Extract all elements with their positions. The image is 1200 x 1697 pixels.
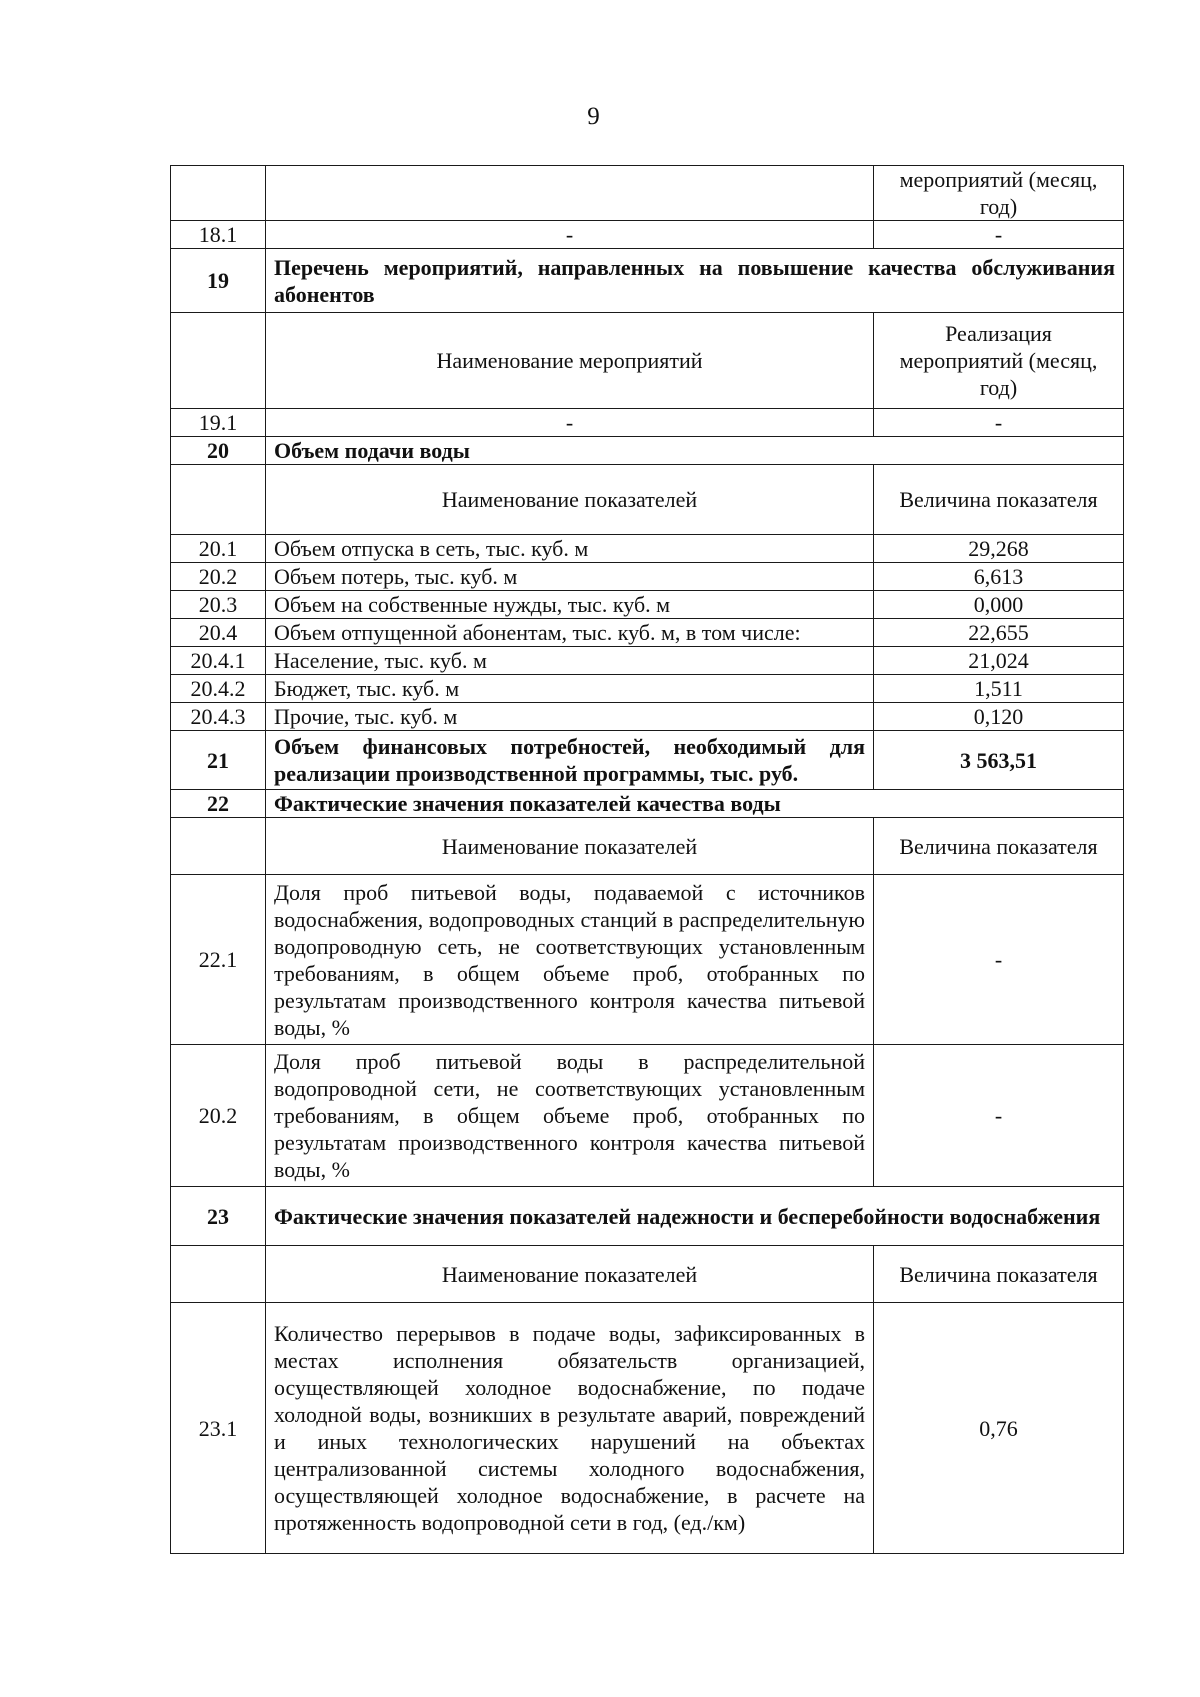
row-name: - bbox=[266, 221, 874, 249]
section-number: 19 bbox=[171, 249, 266, 313]
section-number: 20 bbox=[171, 437, 266, 465]
table-row bbox=[171, 1045, 1124, 1187]
section-row bbox=[171, 437, 1124, 465]
row-name bbox=[266, 166, 874, 221]
row-number bbox=[171, 818, 266, 875]
row-value: 21,024 bbox=[874, 647, 1124, 675]
table-row bbox=[171, 619, 1124, 647]
row-value: 22,655 bbox=[874, 619, 1124, 647]
row-number: 20.4.3 bbox=[171, 703, 266, 731]
row-number: 20.4.1 bbox=[171, 647, 266, 675]
row-value: 29,268 bbox=[874, 535, 1124, 563]
table-row bbox=[171, 591, 1124, 619]
row-value: 0,76 bbox=[874, 1303, 1124, 1554]
row-number: 20.2 bbox=[171, 1045, 266, 1187]
row-name: Объем отпуска в сеть, тыс. куб. м bbox=[266, 535, 874, 563]
section-number: 22 bbox=[171, 790, 266, 818]
table-header-row bbox=[171, 313, 1124, 409]
row-value: - bbox=[874, 1045, 1124, 1187]
table-row bbox=[171, 563, 1124, 591]
section-row bbox=[171, 790, 1124, 818]
table-row bbox=[171, 703, 1124, 731]
table-row bbox=[171, 1303, 1124, 1554]
row-number bbox=[171, 465, 266, 535]
row-name: Количество перерывов в подаче воды, зафиксированных в местах исполнения обязательств организацией, осуществляющей холодное водоснабжение, по подаче холодной воды, возникших в результате аварий, повреждений и иных технологических нарушений на объектах централизованной системы холодного водоснабжения, осуществляющей холодное водоснабжение, в расчете на протяженность водопроводной сети в год, (ед./км) bbox=[266, 1303, 874, 1554]
row-number bbox=[171, 1246, 266, 1303]
row-number bbox=[171, 166, 266, 221]
table-row bbox=[171, 535, 1124, 563]
table-row bbox=[171, 409, 1124, 437]
row-value: 3 563,51 bbox=[874, 731, 1124, 790]
row-value: 1,511 bbox=[874, 675, 1124, 703]
row-number: 18.1 bbox=[171, 221, 266, 249]
section-row bbox=[171, 1187, 1124, 1246]
section-title: Объем финансовых потребностей, необходимый для реализации производственной программы, тыс. руб. bbox=[266, 731, 874, 790]
column-header-name: Наименование мероприятий bbox=[266, 313, 874, 409]
table-header-row bbox=[171, 818, 1124, 875]
section-title: Объем подачи воды bbox=[266, 437, 1124, 465]
row-name: Доля проб питьевой воды в распределительной водопроводной сети, не соответствующих установленным требованиям, в общем объеме проб, отобранных по результатам производственного контроля качества питьевой воды, % bbox=[266, 1045, 874, 1187]
section-number: 21 bbox=[171, 731, 266, 790]
row-value: 0,000 bbox=[874, 591, 1124, 619]
table-row bbox=[171, 647, 1124, 675]
row-number: 20.4.2 bbox=[171, 675, 266, 703]
column-header-name: Наименование показателей bbox=[266, 818, 874, 875]
table-row bbox=[171, 875, 1124, 1045]
row-number: 20.2 bbox=[171, 563, 266, 591]
program-table bbox=[170, 165, 1124, 1554]
section-title: Фактические значения показателей надежности и бесперебойности водоснабжения bbox=[266, 1187, 1124, 1246]
row-number: 20.1 bbox=[171, 535, 266, 563]
table-row bbox=[171, 221, 1124, 249]
column-header-value: Величина показателя bbox=[874, 818, 1124, 875]
row-number: 20.3 bbox=[171, 591, 266, 619]
section-title: Перечень мероприятий, направленных на повышение качества обслуживания абонентов bbox=[266, 249, 1124, 313]
row-value: - bbox=[874, 875, 1124, 1045]
row-value: - bbox=[874, 409, 1124, 437]
table-row bbox=[171, 675, 1124, 703]
row-number bbox=[171, 313, 266, 409]
section-number: 23 bbox=[171, 1187, 266, 1246]
row-name: Население, тыс. куб. м bbox=[266, 647, 874, 675]
row-name: Доля проб питьевой воды, подаваемой с источников водоснабжения, водопроводных станций в распределительную водопроводную сеть, не соответствующих установленным требованиям, в общем объеме проб, отобранных по результатам производственного контроля качества питьевой воды, % bbox=[266, 875, 874, 1045]
row-value: 0,120 bbox=[874, 703, 1124, 731]
table-header-row bbox=[171, 465, 1124, 535]
column-header-name: Наименование показателей bbox=[266, 1246, 874, 1303]
row-number: 19.1 bbox=[171, 409, 266, 437]
row-name: Бюджет, тыс. куб. м bbox=[266, 675, 874, 703]
section-row bbox=[171, 249, 1124, 313]
page-number: 9 bbox=[587, 103, 600, 130]
row-value: 6,613 bbox=[874, 563, 1124, 591]
row-name: Объем отпущенной абонентам, тыс. куб. м, в том числе: bbox=[266, 619, 874, 647]
table-header-row bbox=[171, 1246, 1124, 1303]
row-value: - bbox=[874, 221, 1124, 249]
table-row bbox=[171, 166, 1124, 221]
row-number: 23.1 bbox=[171, 1303, 266, 1554]
row-name: Прочие, тыс. куб. м bbox=[266, 703, 874, 731]
row-value-header: мероприятий (месяц, год) bbox=[874, 166, 1124, 221]
section-title: Фактические значения показателей качества воды bbox=[266, 790, 1124, 818]
row-name: - bbox=[266, 409, 874, 437]
row-number: 22.1 bbox=[171, 875, 266, 1045]
row-number: 20.4 bbox=[171, 619, 266, 647]
column-header-name: Наименование показателей bbox=[266, 465, 874, 535]
row-name: Объем потерь, тыс. куб. м bbox=[266, 563, 874, 591]
row-name: Объем на собственные нужды, тыс. куб. м bbox=[266, 591, 874, 619]
column-header-value: Величина показателя bbox=[874, 465, 1124, 535]
section-row bbox=[171, 731, 1124, 790]
column-header-value: Величина показателя bbox=[874, 1246, 1124, 1303]
column-header-value: Реализация мероприятий (месяц, год) bbox=[874, 313, 1124, 409]
